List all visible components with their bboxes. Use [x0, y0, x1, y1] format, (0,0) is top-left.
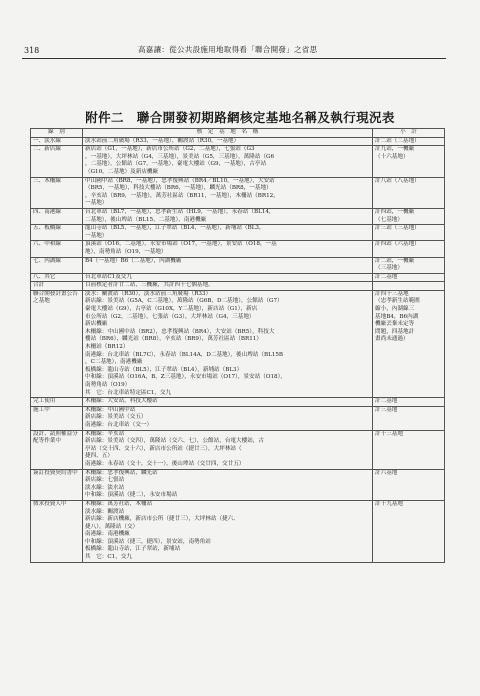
subtotal-line: 計四十三基地	[375, 290, 409, 297]
site-line: 新店線：景美站（交五）	[85, 414, 147, 421]
site-line: 南港線：台北車站（BL7C），永春站（BL14A，D二基地），後山埤站（BL15B	[85, 351, 284, 358]
subtotal-line: （三基地）	[375, 265, 403, 272]
site-line: 木柵線：中山國中站	[85, 406, 136, 413]
subtotal-line: 基地B4，B6內湖	[375, 313, 419, 320]
line-name: 完工使用	[31, 398, 83, 407]
site-line: 台北車站C1及交九	[85, 273, 132, 280]
page-title: 附件二 聯合開發初期路網核定基地名稱及執行現況表	[85, 110, 395, 125]
table-row	[31, 406, 445, 430]
site-line: 新店線：七張站	[85, 477, 125, 484]
site-line: ，C二基地），南港機廠	[85, 359, 143, 366]
table-header-row	[31, 129, 445, 138]
site-line: 淡水站前二角廣場（R33，一基地），關渡站（R30，一基地）	[85, 137, 240, 144]
site-line: ，二基地），公館站（G7，一基地），臺電大樓站（G9，一基地），古亭站	[85, 161, 267, 168]
site-line: 南勢角站（O19）	[85, 382, 131, 388]
site-list	[83, 406, 373, 430]
line-name: 一、淡水線	[31, 137, 83, 146]
subtotal-line: （忠孝新生站範圍	[375, 298, 420, 305]
line-name: 五、板橋線	[31, 225, 83, 241]
table-row	[31, 137, 445, 146]
table-row	[31, 282, 445, 291]
header-subtotal: 小 計	[373, 129, 445, 138]
subtotal	[373, 273, 445, 282]
site-line: 木柵線：辛亥站	[85, 430, 125, 437]
site-line: ，辛亥站（BR9，一基地），萬芳社區站（BR11，一基地），木柵站（BR12，	[85, 192, 279, 199]
table-row	[31, 225, 445, 241]
site-line: 台北車站（BL7，一基地），忠孝新生站（HL9，一基地），永春站（BL14，	[85, 208, 275, 215]
site-list	[83, 241, 373, 257]
site-list	[83, 208, 373, 224]
site-list	[83, 257, 373, 273]
site-list	[83, 146, 373, 177]
subtotal	[373, 177, 445, 208]
subtotal-line: 縮小，內湖線三	[375, 306, 415, 313]
table-body	[31, 137, 445, 562]
line-name: 六、中和線	[31, 241, 83, 257]
subtotal	[373, 398, 445, 407]
site-line: 臺電大樓站（G9），古亭站（G10X，Y二基地），新店站（G1），新店	[85, 306, 258, 313]
site-line: （BR5，一基地），科技大樓站（BR6，一基地），麟光站（BR8，一基地）	[85, 185, 272, 192]
site-line: 南港線：南港機廠	[85, 531, 130, 538]
site-line: 捷四、五）	[85, 453, 113, 460]
subtotal-line: 計三基地	[375, 406, 398, 413]
header-sites: 核 定 基 地 名 稱	[83, 129, 373, 138]
line-name: 徵求投資人中	[31, 500, 83, 562]
site-line: 板橋線：龍山寺站（BL5），江子翠站（BL4），新埔站（BL3）	[85, 366, 243, 373]
table-row	[31, 146, 445, 177]
site-line: 捷八），萬隆站（交）	[85, 523, 139, 530]
subtotal	[373, 282, 445, 291]
site-line: 目前核定者計廿二站，三機廠，共計四十七個基地。	[85, 282, 214, 289]
table-row	[31, 177, 445, 208]
subtotal-line: 計十九基地	[375, 500, 403, 507]
site-line: 板橋線：龍山寺站，江子翠站，新埔站	[85, 546, 181, 553]
subtotal	[373, 257, 445, 273]
subtotal	[373, 137, 445, 146]
site-line: 木柵線：萬芳社站，木柵站	[85, 500, 153, 507]
site-line: 中山國中站（BR8，一基地），忠孝復興站（BR4／BL10，一基地），大安站	[85, 177, 275, 184]
site-line: ，一基地），大坪林站（G4，三基地），景美站（G5，三基地），萬隆站（G6	[85, 153, 275, 160]
line-name: 三、木柵線	[31, 177, 83, 208]
site-list	[83, 469, 373, 500]
subtotal-line: 計六基地	[375, 469, 398, 476]
table-row	[31, 290, 445, 397]
subtotal-line: 畫尚未通過）	[375, 336, 409, 343]
subtotal-line: （七基地）	[375, 216, 403, 223]
site-line: 頂溪站（O16，二基地），永安市場站（O17，一基地），景安站（O18，一基	[85, 241, 277, 248]
site-list	[83, 290, 373, 397]
subtotal	[373, 406, 445, 430]
subtotal-line: （十六基地）	[375, 153, 409, 160]
line-name: 簽訂投資契約書中	[31, 469, 83, 500]
site-line: 中和線：頂溪站（O16A，B，Z三基地），永安市場站（O17），景安站（O18），	[85, 374, 286, 381]
site-line: 新店機廠	[85, 321, 108, 328]
site-line: 二基地），後山埤站（BL15，二基地），南港機廠	[85, 216, 207, 223]
site-line: 新店線：景美站（交四），萬隆站（交六、七），公館站，台電大樓站，古	[85, 438, 264, 445]
subtotal-line: 計二站，一機廠	[375, 257, 415, 264]
site-line: 龍山寺站（BL5，一基地），江子翠站（BL4，一基地），新埔站（BL3，	[85, 225, 265, 232]
subtotal	[373, 290, 445, 397]
line-name: 八、其它	[31, 273, 83, 282]
site-line: 新店線：景美站（G5A，C二基地），萬隆站（G6B，D二基地），公館站（G7）	[85, 298, 283, 305]
site-line: 一基地）	[85, 200, 108, 207]
subtotal	[373, 469, 445, 500]
site-line: 淡水：關渡站（R30），淡水站前三角廣場（R33）	[85, 290, 212, 297]
site-line: 新店站（G1，一基地），新店市公所站（G2，二基地），七張站（G3	[85, 146, 255, 153]
subtotal	[373, 241, 445, 257]
site-list	[83, 430, 373, 469]
site-line: 南港線：永春站（交十，交十一），後山埤站（交廿四，交廿五）	[85, 460, 245, 467]
site-list	[83, 282, 373, 291]
site-list	[83, 273, 373, 282]
subtotal-line: 計八站（八基地）	[375, 177, 420, 184]
running-head: 高嘉讓：從公共設施用地取得看「聯合開發」之省思	[138, 45, 318, 54]
site-status-table	[30, 128, 445, 563]
subtotal	[373, 430, 445, 469]
site-line: 中和線：頂溪站（捷二），永安市場站	[85, 492, 178, 499]
subtotal-line: 機廠丟棄未定等	[375, 321, 415, 328]
line-name: 設計、請照權益分配等作業中	[31, 430, 83, 469]
site-line: 其 它：台北車站特定區C1，交九	[85, 389, 172, 396]
subtotal-line: 計二基地	[375, 398, 398, 405]
site-line: 南港線：台北車站（交一）	[85, 421, 153, 428]
table-row	[31, 208, 445, 224]
header-line: 線 別	[31, 129, 83, 138]
site-line: 淡水線：淡水站	[85, 484, 125, 491]
table-row	[31, 398, 445, 407]
subtotal	[373, 146, 445, 177]
subtotal-line: 計二基地	[375, 273, 398, 280]
line-name: 合計	[31, 282, 83, 291]
site-line: 淡水線：關渡站	[85, 508, 125, 515]
site-line: 亭站（交十四、交十六），新店市公所站（捷廿三），大坪林站（	[85, 445, 242, 452]
site-line: B4（一基地）B6（二基地），內湖機廠	[85, 257, 182, 264]
subtotal	[373, 208, 445, 224]
site-list	[83, 398, 373, 407]
site-line: 一基地）	[85, 232, 108, 239]
subtotal-line: 計四站（六基地）	[375, 241, 420, 248]
subtotal-line: 計三站（三基地）	[375, 225, 420, 232]
subtotal-line: 問題，四基地計	[375, 328, 415, 335]
site-line: （G10，二基地）及新店機廠	[85, 168, 159, 175]
table-row	[31, 500, 445, 562]
line-name: 四、南港線	[31, 208, 83, 224]
site-line: 中和線：頂溪站（捷三，捷四），景安站，南勢角站	[85, 538, 211, 545]
site-line: 新店線：新店機廠，新店市公所（捷廿三），大坪林站（捷六、	[85, 516, 239, 523]
line-name: 施工中	[31, 406, 83, 430]
page-number: 318	[24, 46, 40, 55]
site-line: 木柵站（BR12）	[85, 344, 129, 351]
site-line: 市公所站（G2，二基地），七張站（G3），大坪林站（G4，三基地）	[85, 313, 255, 320]
site-line: 木柵線：中山國中站（BR2），忠孝復興站（BR4），大安站（BR5），科技大	[85, 328, 275, 335]
subtotal-line: 計二站（二基地）	[375, 137, 420, 144]
line-name: 二、新店線	[31, 146, 83, 177]
header-rule	[22, 58, 446, 59]
site-line: 其 它：C1，交九	[85, 554, 132, 561]
table-row	[31, 257, 445, 273]
table-row	[31, 430, 445, 469]
site-line: 樓站（BR6），麟光站（BR8），辛亥站（BR9），萬芳社區站（BR11）	[85, 336, 262, 343]
table-row	[31, 273, 445, 282]
subtotal-line: 計四站，一機廠	[375, 208, 415, 215]
subtotal	[373, 225, 445, 241]
site-list	[83, 137, 373, 146]
site-line: 地），南勢角站（O19，一基地）	[85, 248, 167, 255]
site-list	[83, 500, 373, 562]
subtotal-line: 計九站，一機廠	[375, 146, 415, 153]
subtotal	[373, 500, 445, 562]
site-line: 木柵線：忠孝復興站，麟光站	[85, 469, 158, 476]
line-name: 聯合開發計畫公告之基地	[31, 290, 83, 397]
site-line: 木柵線：大安站，科技大樓站	[85, 398, 158, 405]
site-list	[83, 225, 373, 241]
site-list	[83, 177, 373, 208]
subtotal-line: 計十三基地	[375, 430, 403, 437]
table-row	[31, 469, 445, 500]
line-name: 七、內湖線	[31, 257, 83, 273]
table-row	[31, 241, 445, 257]
